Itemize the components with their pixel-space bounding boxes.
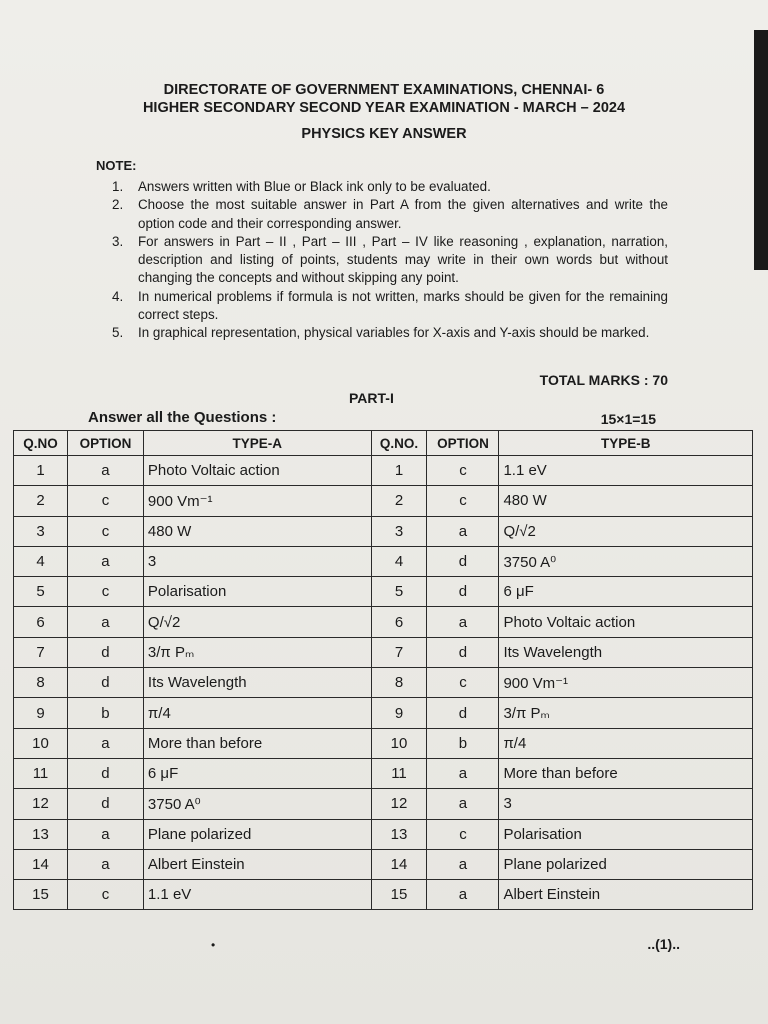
cell-option-b: c [427, 456, 499, 486]
note-text: For answers in Part – II , Part – III , Part – IV like reasoning , explanation, narration, description and listing of points, students may write in their own words but without changing the concepts and without skipping any point. [138, 233, 668, 286]
cell-option-a: a [67, 728, 143, 758]
cell-answer-b: π/4 [499, 728, 753, 758]
note-list [112, 178, 668, 343]
note-heading: NOTE: [96, 158, 137, 173]
cell-qno-a: 9 [14, 698, 68, 728]
cell-qno-b: 13 [371, 819, 427, 849]
page-number: ..(1).. [647, 936, 680, 952]
note-item [112, 233, 668, 288]
cell-answer-b: Q/√2 [499, 516, 753, 546]
cell-option-a: a [67, 546, 143, 576]
cell-answer-a: π/4 [143, 698, 371, 728]
note-text: Choose the most suitable answer in Part A from the given alternatives and write the option code and their corresponding answer. [138, 197, 668, 231]
cell-qno-a: 5 [14, 577, 68, 607]
instruction-text: Answer all the Questions : [88, 409, 277, 426]
cell-qno-a: 15 [14, 880, 68, 910]
cell-answer-b: Albert Einstein [499, 880, 753, 910]
table-row [14, 698, 753, 728]
cell-option-b: c [427, 668, 499, 698]
cell-answer-a: 6 μF [143, 758, 371, 788]
cell-qno-b: 6 [371, 607, 427, 637]
cell-answer-b: 6 μF [499, 577, 753, 607]
cell-qno-b: 15 [371, 880, 427, 910]
cell-answer-b: 480 W [499, 486, 753, 516]
marks-calculation: 15×1=15 [600, 411, 656, 427]
part-heading: PART-I [349, 390, 394, 406]
cell-answer-a: 3750 A⁰ [143, 789, 371, 819]
cell-option-a: c [67, 516, 143, 546]
table-row [14, 758, 753, 788]
table-header-row [14, 431, 753, 456]
cell-answer-a: 900 Vm⁻¹ [143, 486, 371, 516]
table-row [14, 516, 753, 546]
note-text: Answers written with Blue or Black ink only to be evaluated. [138, 179, 491, 194]
cell-option-b: d [427, 637, 499, 667]
cell-qno-a: 7 [14, 637, 68, 667]
note-item [112, 324, 668, 342]
cell-option-b: a [427, 516, 499, 546]
cell-option-b: a [427, 849, 499, 879]
cell-option-a: d [67, 637, 143, 667]
note-number: 3. [112, 233, 124, 249]
table-row [14, 607, 753, 637]
note-number: 1. [112, 179, 124, 194]
cell-answer-a: Photo Voltaic action [143, 456, 371, 486]
cell-option-a: a [67, 607, 143, 637]
table-row [14, 880, 753, 910]
cell-qno-a: 6 [14, 607, 68, 637]
directorate-title: DIRECTORATE OF GOVERNMENT EXAMINATIONS, CHENNAI- 6 [163, 82, 605, 98]
cell-qno-a: 11 [14, 758, 68, 788]
cell-answer-a: 3 [143, 546, 371, 576]
cell-answer-a: Polarisation [143, 577, 371, 607]
table-row [14, 789, 753, 819]
cell-qno-a: 12 [14, 789, 68, 819]
note-item [112, 178, 668, 196]
table-row [14, 546, 753, 576]
cell-answer-a: Its Wavelength [143, 668, 371, 698]
table-row [14, 577, 753, 607]
cell-qno-a: 2 [14, 486, 68, 516]
cell-option-b: a [427, 880, 499, 910]
note-item [112, 288, 668, 325]
note-number: 4. [112, 288, 124, 304]
cell-option-b: c [427, 819, 499, 849]
cell-answer-b: More than before [499, 758, 753, 788]
table-row [14, 486, 753, 516]
table-row [14, 668, 753, 698]
cell-answer-b: 900 Vm⁻¹ [499, 668, 753, 698]
cell-qno-b: 10 [371, 728, 427, 758]
cell-option-b: a [427, 758, 499, 788]
cell-answer-b: 1.1 eV [499, 456, 753, 486]
exam-title: HIGHER SECONDARY SECOND YEAR EXAMINATION - MARCH – 2024 [142, 100, 626, 116]
cell-option-b: d [427, 546, 499, 576]
cell-option-a: d [67, 789, 143, 819]
header-qno-b: Q.NO. [371, 431, 427, 456]
cell-option-b: b [427, 728, 499, 758]
cell-qno-b: 7 [371, 637, 427, 667]
cell-answer-a: More than before [143, 728, 371, 758]
table-row [14, 728, 753, 758]
cell-qno-a: 14 [14, 849, 68, 879]
cell-option-b: a [427, 607, 499, 637]
table-row [14, 819, 753, 849]
note-text: In numerical problems if formula is not written, marks should be given for the remaining correct steps. [138, 288, 668, 323]
key-answer-title: PHYSICS KEY ANSWER [301, 126, 467, 142]
header-qno-a: Q.NO [14, 431, 68, 456]
cell-option-a: d [67, 668, 143, 698]
cell-option-a: d [67, 758, 143, 788]
cell-qno-b: 2 [371, 486, 427, 516]
cell-qno-b: 4 [371, 546, 427, 576]
cell-qno-a: 4 [14, 546, 68, 576]
cell-answer-b: 3750 A⁰ [499, 546, 753, 576]
note-number: 2. [112, 197, 124, 213]
cell-qno-b: 8 [371, 668, 427, 698]
cell-answer-a: 3/π Pₘ [143, 637, 371, 667]
cell-option-b: c [427, 486, 499, 516]
cell-qno-a: 8 [14, 668, 68, 698]
cell-option-a: a [67, 456, 143, 486]
note-text: In graphical representation, physical variables for X-axis and Y-axis should be marked. [138, 325, 650, 341]
answer-key-body [14, 456, 753, 910]
cell-qno-b: 3 [371, 516, 427, 546]
header-type-a: TYPE-A [143, 431, 371, 456]
cell-answer-b: Polarisation [499, 819, 753, 849]
cell-option-a: c [67, 486, 143, 516]
cell-option-b: d [427, 698, 499, 728]
header-option-b: OPTION [427, 431, 499, 456]
cell-option-b: a [427, 789, 499, 819]
scan-edge-shadow [754, 30, 768, 270]
cell-qno-a: 1 [14, 456, 68, 486]
cell-qno-b: 11 [371, 758, 427, 788]
header-type-b: TYPE-B [499, 431, 753, 456]
cell-answer-b: Its Wavelength [499, 637, 753, 667]
cell-option-a: b [67, 698, 143, 728]
cell-answer-b: Photo Voltaic action [499, 607, 753, 637]
cell-qno-a: 10 [14, 728, 68, 758]
cell-option-b: d [427, 577, 499, 607]
cell-qno-b: 14 [371, 849, 427, 879]
cell-option-a: a [67, 849, 143, 879]
cell-qno-b: 12 [371, 789, 427, 819]
cell-option-a: c [67, 577, 143, 607]
note-item [112, 196, 668, 233]
header-option-a: OPTION [67, 431, 143, 456]
cell-answer-b: 3/π Pₘ [499, 698, 753, 728]
stray-mark: • [211, 938, 216, 952]
table-row [14, 637, 753, 667]
cell-option-a: c [67, 880, 143, 910]
total-marks: TOTAL MARKS : 70 [539, 372, 668, 388]
table-row [14, 456, 753, 486]
cell-answer-b: 3 [499, 789, 753, 819]
note-number: 5. [112, 325, 124, 341]
cell-qno-b: 9 [371, 698, 427, 728]
cell-answer-a: Albert Einstein [143, 849, 371, 879]
cell-qno-a: 13 [14, 819, 68, 849]
cell-qno-b: 5 [371, 577, 427, 607]
answer-key-table [13, 430, 753, 910]
cell-answer-b: Plane polarized [499, 849, 753, 879]
table-row [14, 849, 753, 879]
cell-answer-a: Q/√2 [143, 607, 371, 637]
cell-answer-a: Plane polarized [143, 819, 371, 849]
cell-qno-b: 1 [371, 456, 427, 486]
cell-answer-a: 1.1 eV [143, 880, 371, 910]
cell-option-a: a [67, 819, 143, 849]
cell-answer-a: 480 W [143, 516, 371, 546]
cell-qno-a: 3 [14, 516, 68, 546]
